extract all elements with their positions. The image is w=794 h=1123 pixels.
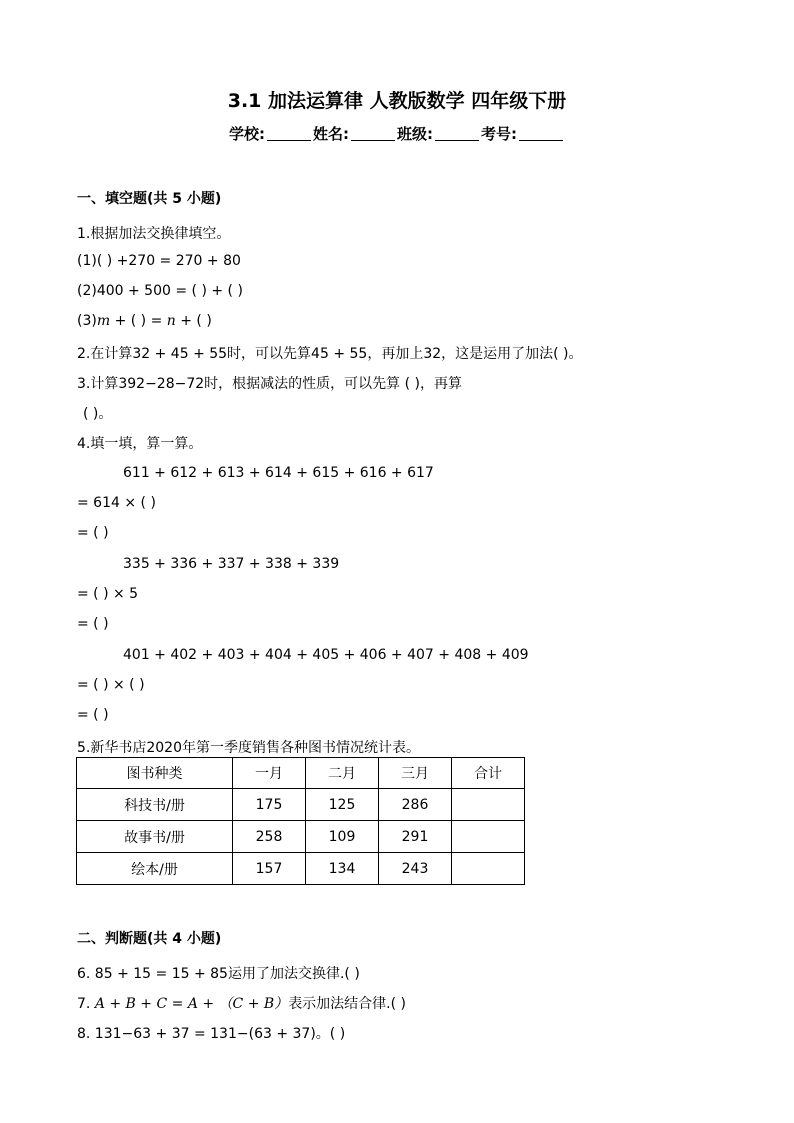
table-cell: 291 bbox=[379, 821, 452, 853]
total-cell[interactable] bbox=[452, 789, 525, 821]
total-cell[interactable] bbox=[452, 853, 525, 885]
var-m: m bbox=[96, 313, 111, 329]
student-info-line bbox=[0, 123, 794, 144]
row-label: 绘本/册 bbox=[77, 853, 233, 885]
total-cell[interactable] bbox=[452, 821, 525, 853]
q1-part2: (2)400 + 500 = ( ) + ( ) bbox=[77, 283, 243, 299]
table-row bbox=[77, 853, 525, 885]
header-cell: 合计 bbox=[452, 758, 525, 789]
table-cell: 157 bbox=[233, 853, 306, 885]
table-cell: 258 bbox=[233, 821, 306, 853]
section1-heading: 一、填空题(共 5 小题) bbox=[77, 191, 222, 207]
q7-number: 7. bbox=[77, 996, 95, 1012]
q4-expr1-step1: = 614 × ( ) bbox=[77, 495, 156, 511]
table-cell: 243 bbox=[379, 853, 452, 885]
name-blank[interactable] bbox=[351, 140, 395, 141]
q6-text: 6. 85 + 15 = 15 + 85运用了加法交换律.( ) bbox=[77, 966, 360, 982]
q4-expr3: 401 + 402 + 403 + 404 + 405 + 406 + 407 + 408 + 409 bbox=[123, 647, 529, 663]
table-cell: 109 bbox=[306, 821, 379, 853]
school-label: 学校: bbox=[229, 125, 265, 143]
table-header-row bbox=[77, 758, 525, 789]
q4-expr2-step2: = ( ) bbox=[77, 616, 109, 632]
table-row bbox=[77, 789, 525, 821]
exam-no-label: 考号: bbox=[481, 125, 517, 143]
q1-part3-post: + ( ) bbox=[175, 313, 212, 329]
q3-text-line2: ( )。 bbox=[83, 406, 113, 422]
row-label: 科技书/册 bbox=[77, 789, 233, 821]
q1-part3-prefix: (3) bbox=[77, 313, 97, 329]
q4-expr2-step1: = ( ) × 5 bbox=[77, 586, 139, 602]
book-sales-table bbox=[76, 757, 525, 885]
q7-text bbox=[77, 993, 406, 1013]
q8-text: 8. 131−63 + 37 = 131−(63 + 37)。( ) bbox=[77, 1026, 346, 1042]
q4-expr3-step2: = ( ) bbox=[77, 707, 109, 723]
q4-expr3-step1: = ( ) × ( ) bbox=[77, 677, 145, 693]
q1-part3-mid: + ( ) = bbox=[110, 313, 167, 329]
header-cell: 一月 bbox=[233, 758, 306, 789]
q4-expr1: 611 + 612 + 613 + 614 + 615 + 616 + 617 bbox=[123, 465, 434, 481]
q1-part3 bbox=[77, 313, 212, 329]
header-cell: 三月 bbox=[379, 758, 452, 789]
name-label: 姓名: bbox=[313, 125, 349, 143]
q4-expr2: 335 + 336 + 337 + 338 + 339 bbox=[123, 556, 340, 572]
table-cell: 175 bbox=[233, 789, 306, 821]
header-cell: 图书种类 bbox=[77, 758, 233, 789]
exam-no-blank[interactable] bbox=[519, 140, 563, 141]
row-label: 故事书/册 bbox=[77, 821, 233, 853]
page-title: 3.1 加法运算律 人教版数学 四年级下册 bbox=[227, 90, 567, 112]
var-n: n bbox=[166, 313, 176, 329]
school-blank[interactable] bbox=[267, 140, 311, 141]
q3-text-line1: 3.计算392−28−72时，根据减法的性质，可以先算 ( )，再算 bbox=[77, 376, 462, 392]
class-label: 班级: bbox=[397, 125, 433, 143]
table-cell: 125 bbox=[306, 789, 379, 821]
q5-stem: 5.新华书店2020年第一季度销售各种图书情况统计表。 bbox=[77, 740, 420, 756]
q4-stem: 4.填一填，算一算。 bbox=[77, 436, 203, 452]
table-cell: 134 bbox=[306, 853, 379, 885]
q7-statement: 表示加法结合律.( ) bbox=[288, 996, 407, 1012]
q4-expr1-step2: = ( ) bbox=[77, 525, 109, 541]
table-cell: 286 bbox=[379, 789, 452, 821]
q1-part1: (1)( ) +270 = 270 + 80 bbox=[77, 253, 241, 269]
q2-text: 2.在计算32 + 45 + 55时，可以先算45 + 55，再加上32，这是运用了加法( )。 bbox=[77, 346, 583, 362]
class-blank[interactable] bbox=[435, 140, 479, 141]
q1-stem: 1.根据加法交换律填空。 bbox=[77, 226, 231, 242]
q7-expression: A + B + C = A + （C + B） bbox=[94, 996, 289, 1012]
header-cell: 二月 bbox=[306, 758, 379, 789]
section2-heading: 二、判断题(共 4 小题) bbox=[77, 931, 222, 947]
table-row bbox=[77, 821, 525, 853]
